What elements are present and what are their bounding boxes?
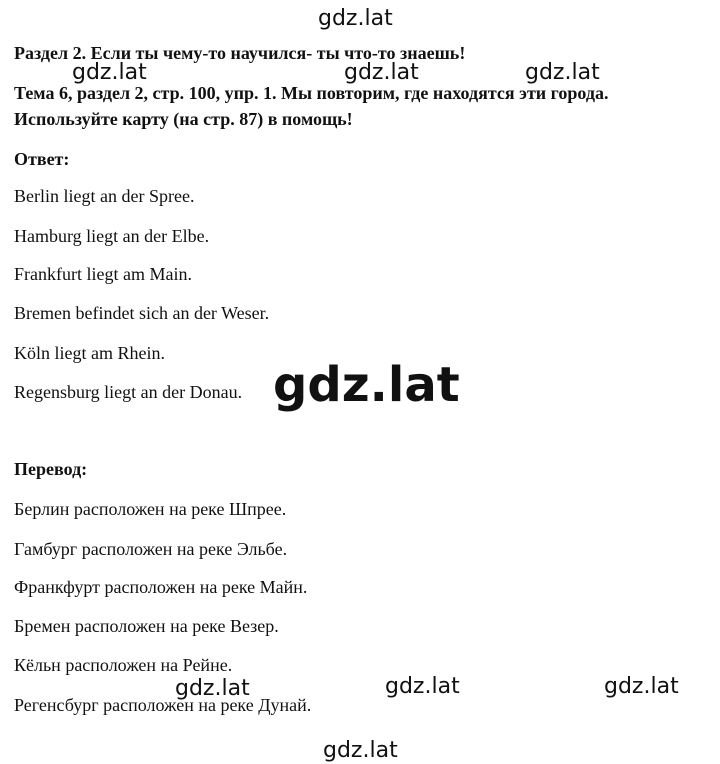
answer-line-bremen: Bremen befindet sich an der Weser. [14,303,270,323]
translation-line-berlin: Берлин расположен на реке Шпрее. [14,499,287,519]
watermark-row2-center: gdz.lat [385,674,460,699]
watermark-row2-right: gdz.lat [604,674,679,699]
watermark-row2-left: gdz.lat [175,676,250,701]
section-title: Раздел 2. Если ты чему-то научился- ты что-то знаешь! [14,43,466,63]
watermark-row1-right: gdz.lat [525,60,600,85]
translation-line-regensburg: Регенсбург расположен на реке Дунай. [14,695,312,715]
answer-line-hamburg: Hamburg liegt an der Elbe. [14,226,210,246]
watermark-row1-left: gdz.lat [72,60,147,85]
translation-line-bremen: Бремен расположен на реке Везер. [14,616,279,636]
translation-line-frankfurt: Франкфурт расположен на реке Майн. [14,577,308,597]
answer-line-berlin: Berlin liegt an der Spree. [14,186,195,206]
exercise-title: Тема 6, раздел 2, стр. 100, упр. 1. Мы повторим, где находятся эти города. [14,83,609,103]
answer-label: Ответ: [14,149,70,169]
translation-line-hamburg: Гамбург расположен на реке Эльбе. [14,539,288,559]
watermark-row1-center: gdz.lat [344,60,419,85]
answer-line-regensburg: Regensburg liegt an der Donau. [14,382,243,402]
translation-line-koeln: Кёльн расположен на Рейне. [14,655,233,675]
watermark-large: gdz.lat [273,357,460,413]
exercise-instruction: Используйте карту (на стр. 87) в помощь! [14,109,353,129]
watermark-top: gdz.lat [318,6,393,31]
watermark-bottom: gdz.lat [323,738,398,763]
answer-line-frankfurt: Frankfurt liegt am Main. [14,264,192,284]
translation-label: Перевод: [14,459,88,479]
answer-line-koeln: Köln liegt am Rhein. [14,343,165,363]
